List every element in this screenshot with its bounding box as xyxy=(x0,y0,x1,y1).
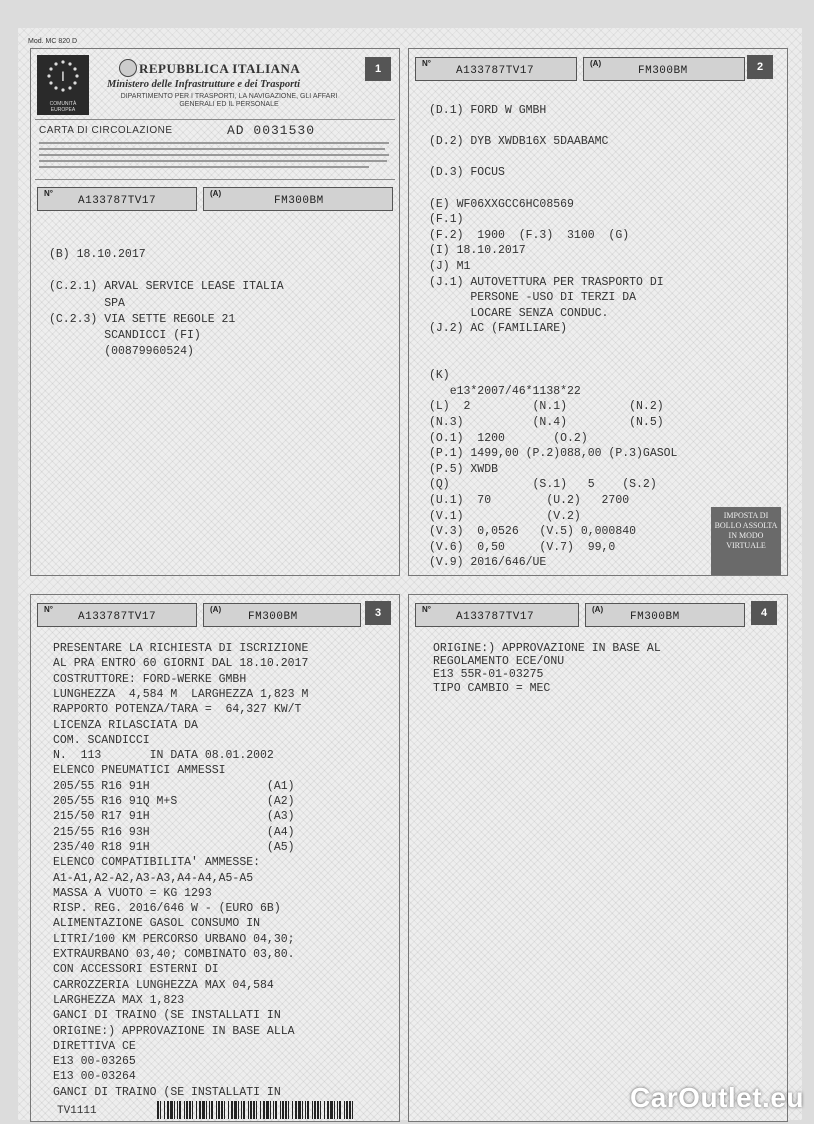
text-line: (V.9) 2016/646/UE xyxy=(429,556,547,570)
republic-title: REPUBBLICA ITALIANA xyxy=(139,61,301,76)
department-name: DIPARTIMENTO PER I TRASPORTI, LA NAVIGAZIONE, GLI AFFARI GENERALI ED IL PERSONALE xyxy=(120,93,338,108)
text-line: (00879960524) xyxy=(49,345,194,359)
barcode-bar xyxy=(184,1101,185,1119)
barcode-bar xyxy=(174,1101,175,1119)
barcode-bar xyxy=(221,1101,223,1119)
n-label: N° xyxy=(422,605,431,614)
barcode xyxy=(157,1101,357,1119)
footer-code: TV1111 xyxy=(57,1105,97,1117)
text-line: TIPO CAMBIO = MEC xyxy=(433,681,551,695)
barcode-bar xyxy=(248,1101,249,1119)
text-line: (U.1) 70 (U.2) 2700 xyxy=(429,494,630,507)
n-label: N° xyxy=(422,59,431,68)
barcode-bar xyxy=(199,1101,201,1119)
text-line: PRESENTARE LA RICHIESTA DI ISCRIZIONE xyxy=(53,642,309,655)
barcode-bar xyxy=(334,1101,335,1119)
text-line: ORIGINE:) APPROVAZIONE IN BASE ALLA xyxy=(53,1024,295,1038)
barcode-bar xyxy=(302,1101,303,1119)
barcode-bar xyxy=(231,1101,233,1119)
barcode-bar xyxy=(209,1101,210,1119)
text-line: (E) WF06XXGCC6HC08569 xyxy=(429,197,574,211)
panel-number: 4 xyxy=(751,601,777,625)
text-line: (I) 18.10.2017 xyxy=(429,244,526,258)
barcode-bar xyxy=(263,1101,265,1119)
text-line: (L) 2 (N.1) (N.2) xyxy=(429,400,664,414)
text-line: LITRI/100 KM PERCORSO URBANO 04,30; xyxy=(53,932,295,946)
barcode-bar xyxy=(206,1101,207,1119)
barcode-bar xyxy=(270,1101,271,1119)
text-line: RAPPORTO POTENZA/TARA = 64,327 KW/T xyxy=(53,703,302,717)
text-line: 205/55 R16 91H (A1) xyxy=(53,779,295,793)
barcode-bar xyxy=(238,1101,239,1119)
plate-box xyxy=(203,187,393,211)
text-line: DIRETTIVA CE xyxy=(53,1039,136,1053)
barcode-bar xyxy=(266,1101,269,1119)
barcode-bar xyxy=(305,1101,306,1119)
barcode-bar xyxy=(196,1101,197,1119)
barcode-bar xyxy=(170,1101,173,1119)
barcode-bar xyxy=(292,1101,293,1119)
text-line: (P.5) XWDB xyxy=(429,462,499,476)
text-line: AL PRA ENTRO 60 GIORNI DAL 18.10.2017 xyxy=(53,657,309,671)
plate-box xyxy=(203,603,361,627)
doc-number: A133787TV17 xyxy=(456,65,535,77)
barcode-bar xyxy=(317,1101,319,1119)
eu-flag-icon xyxy=(37,55,89,115)
barcode-bar xyxy=(234,1101,237,1119)
text-line: ELENCO COMPATIBILITA' AMMESSE: xyxy=(53,856,261,870)
text-line: COSTRUTTORE: FORD-WERKE GMBH xyxy=(53,672,247,686)
text-line: REGOLAMENTO ECE/ONU xyxy=(433,655,565,669)
plate-box xyxy=(585,603,745,627)
watermark-logo: CarOutlet.eu xyxy=(629,1082,804,1113)
text-line: (Q) (S.1) 5 (S.2) xyxy=(429,478,657,492)
text-line: SPA xyxy=(49,296,125,310)
text-line: LOCARE SENZA CONDUC. xyxy=(429,306,609,320)
text-line: (J.2) AC (FAMILIARE) xyxy=(429,322,568,336)
barcode-bar xyxy=(192,1101,193,1119)
n-label: N° xyxy=(44,189,53,198)
text-line: A1-A1,A2-A2,A3-A3,A4-A4,A5-A5 xyxy=(53,871,254,885)
divider xyxy=(35,179,395,180)
barcode-bar xyxy=(243,1101,245,1119)
text-line: (F.2) 1900 (F.3) 3100 (G) xyxy=(429,228,630,242)
text-line: COM. SCANDICCI xyxy=(53,733,150,747)
text-line: GANCI DI TRAINO (SE INSTALLATI IN xyxy=(53,1009,281,1023)
doc-number: A133787TV17 xyxy=(78,611,157,623)
barcode-bar xyxy=(314,1101,316,1119)
republic-emblem-icon xyxy=(119,59,137,77)
barcode-bar xyxy=(253,1101,255,1119)
text-line: RISP. REG. 2016/646 W - (EURO 6B) xyxy=(53,902,281,916)
text-line: 205/55 R16 91Q M+S (A2) xyxy=(53,795,295,808)
text-line: (J.1) AUTOVETTURA PER TRASPORTO DI xyxy=(429,275,664,289)
panel-2 xyxy=(408,48,788,576)
barcode-bar xyxy=(216,1101,217,1119)
barcode-bar xyxy=(298,1101,301,1119)
text-line: E13 55R-01-03275 xyxy=(433,668,544,682)
plate-box xyxy=(583,57,745,81)
text-line: ELENCO PNEUMATICI AMMESSI xyxy=(53,764,226,778)
barcode-bar xyxy=(282,1101,284,1119)
barcode-bar xyxy=(280,1101,281,1119)
barcode-bar xyxy=(228,1101,229,1119)
barcode-bar xyxy=(157,1101,159,1119)
panel-number: 2 xyxy=(747,55,773,79)
text-line: (V.1) (V.2) xyxy=(429,509,581,523)
text-line: EXTRAURBANO 03,40; COMBINATO 03,80. xyxy=(53,948,295,961)
text-line: (D.3) FOCUS xyxy=(429,166,505,180)
barcode-bar xyxy=(186,1101,188,1119)
barcode-bar xyxy=(327,1101,329,1119)
panel-1 xyxy=(30,48,400,576)
svg-text:I: I xyxy=(61,68,65,84)
a-label: (A) xyxy=(210,605,222,614)
barcode-bar xyxy=(250,1101,252,1119)
text-line: (V.6) 0,50 (V.7) 99,0 xyxy=(429,540,616,554)
barcode-bar xyxy=(189,1101,191,1119)
barcode-bar xyxy=(224,1101,225,1119)
plate-number: FM300BM xyxy=(638,65,688,77)
text-line: (C.2.3) VIA SETTE REGOLE 21 xyxy=(49,312,236,326)
text-line: LUNGHEZZA 4,584 M LARGHEZZA 1,823 M xyxy=(53,687,309,701)
text-line: LARGHEZZA MAX 1,823 xyxy=(53,993,185,1007)
text-line: (O.1) 1200 (O.2) xyxy=(429,431,588,445)
text-line: (J) M1 xyxy=(429,260,471,273)
barcode-bar xyxy=(179,1101,181,1119)
plate-number: FM300BM xyxy=(630,611,680,623)
text-line: (C.2.1) ARVAL SERVICE LEASE ITALIA xyxy=(49,280,284,294)
a-label: (A) xyxy=(210,189,222,198)
text-line: LICENZA RILASCIATA DA xyxy=(53,718,198,732)
barcode-bar xyxy=(160,1101,161,1119)
barcode-bar xyxy=(241,1101,242,1119)
plate-number: FM300BM xyxy=(274,195,324,207)
text-line: (F.1) xyxy=(429,213,464,227)
text-line: GANCI DI TRAINO (SE INSTALLATI IN xyxy=(53,1085,281,1099)
barcode-bar xyxy=(285,1101,287,1119)
barcode-bar xyxy=(312,1101,313,1119)
barcode-bar xyxy=(218,1101,220,1119)
barcode-bar xyxy=(320,1101,321,1119)
barcode-bar xyxy=(275,1101,277,1119)
text-line: E13 00-03264 xyxy=(53,1070,136,1084)
text-line: (D.2) DYB XWDB16X 5DAABAMC xyxy=(429,135,609,149)
barcode-bar xyxy=(256,1101,257,1119)
barcode-bar xyxy=(337,1101,338,1119)
text-line: (K) xyxy=(429,369,450,383)
text-line: 215/55 R16 93H (A4) xyxy=(53,825,295,839)
barcode-bar xyxy=(167,1101,169,1119)
text-line: (V.3) 0,0526 (V.5) 0,000840 xyxy=(429,525,637,539)
barcode-bar xyxy=(202,1101,205,1119)
barcode-bar xyxy=(346,1101,348,1119)
tax-stamp: IMPOSTA DI BOLLO ASSOLTA IN MODO VIRTUALE xyxy=(711,507,781,575)
text-line: CON ACCESSORI ESTERNI DI xyxy=(53,963,219,977)
text-line: E13 00-03265 xyxy=(53,1055,136,1069)
eu-label: COMUNITÀ EUROPEA xyxy=(49,101,77,113)
text-line: (N.3) (N.4) (N.5) xyxy=(429,416,664,429)
ministry-name: Ministero delle Infrastrutture e dei Trasporti xyxy=(107,79,301,90)
barcode-bar xyxy=(164,1101,165,1119)
doc-number: A133787TV17 xyxy=(456,611,535,623)
barcode-bar xyxy=(324,1101,325,1119)
panel-3 xyxy=(30,594,400,1122)
carta-number: AD 0031530 xyxy=(227,123,316,138)
barcode-bar xyxy=(339,1101,341,1119)
text-line: (D.1) FORD W GMBH xyxy=(429,104,547,117)
barcode-bar xyxy=(260,1101,261,1119)
text-line: e13*2007/46*1138*22 xyxy=(429,384,581,398)
text-line: (P.1) 1499,00 (P.2)088,00 (P.3)GASOL xyxy=(429,447,678,461)
barcode-bar xyxy=(349,1101,351,1119)
text-line: 215/50 R17 91H (A3) xyxy=(53,810,295,824)
barcode-bar xyxy=(330,1101,333,1119)
panel-number: 3 xyxy=(365,601,391,625)
text-line: SCANDICCI (FI) xyxy=(49,329,201,342)
text-line: PERSONE -USO DI TERZI DA xyxy=(429,291,637,305)
doc-number-box xyxy=(37,187,197,211)
text-line: ALIMENTAZIONE GASOL CONSUMO IN xyxy=(53,917,261,931)
barcode-bar xyxy=(177,1101,178,1119)
n-label: N° xyxy=(44,605,53,614)
divider xyxy=(35,119,395,120)
a-label: (A) xyxy=(590,59,602,68)
form-code: Mod. MC 820 D xyxy=(28,38,78,45)
panel-number: 1 xyxy=(365,57,391,81)
barcode-bar xyxy=(288,1101,289,1119)
panel-4 xyxy=(408,594,788,1122)
text-line: (B) 18.10.2017 xyxy=(49,248,146,261)
barcode-bar xyxy=(352,1101,353,1119)
carta-label: CARTA DI CIRCOLAZIONE xyxy=(39,125,173,136)
text-line: N. 113 IN DATA 08.01.2002 xyxy=(53,749,274,763)
barcode-bar xyxy=(344,1101,345,1119)
doc-number-box xyxy=(415,603,579,627)
text-line: CARROZZERIA LUNGHEZZA MAX 04,584 xyxy=(53,978,274,992)
text-line: ORIGINE:) APPROVAZIONE IN BASE AL xyxy=(433,642,661,655)
barcode-bar xyxy=(211,1101,213,1119)
barcode-bar xyxy=(273,1101,274,1119)
barcode-bar xyxy=(295,1101,297,1119)
barcode-bar xyxy=(307,1101,309,1119)
text-line: MASSA A VUOTO = KG 1293 xyxy=(53,886,212,900)
doc-number: A133787TV17 xyxy=(78,195,157,207)
multilingual-fineprint-pattern xyxy=(39,141,391,177)
a-label: (A) xyxy=(592,605,604,614)
doc-number-box xyxy=(415,57,577,81)
text-line: 235/40 R18 91H (A5) xyxy=(53,840,295,854)
plate-number: FM300BM xyxy=(248,611,298,623)
doc-number-box xyxy=(37,603,197,627)
